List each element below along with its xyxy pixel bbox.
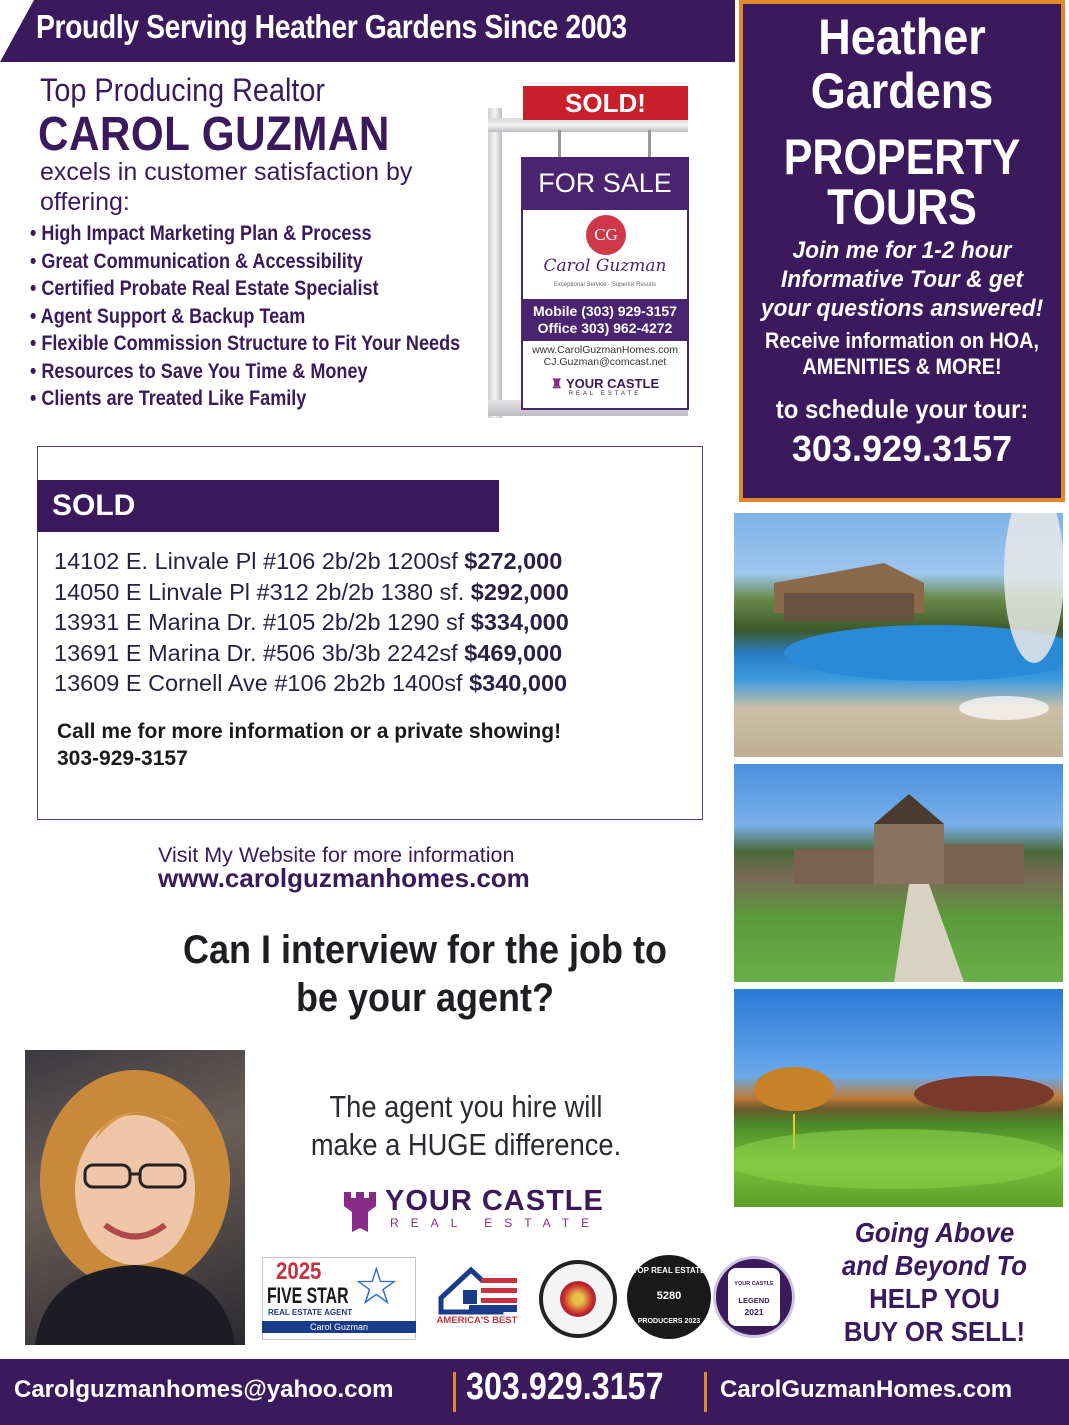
sign-post xyxy=(488,108,502,418)
sign-web: www.CarolGuzmanHomes.com xyxy=(532,344,678,356)
sign-email: CJ.Guzman@comcast.net xyxy=(543,356,667,368)
sold-listing xyxy=(54,579,569,610)
footer-divider xyxy=(704,1372,707,1412)
legend-brand: YOUR CASTLE xyxy=(734,1281,774,1287)
tours-receive-text: Receive information on HOA, AMENITIES & MORE! xyxy=(765,328,1039,379)
banner-text: Proudly Serving Heather Gardens Since 2003 xyxy=(36,8,627,45)
legend-year: 2021 xyxy=(744,1307,764,1317)
sold-call-phone[interactable]: 303-929-3157 xyxy=(57,747,188,770)
pool-illustration xyxy=(734,513,1063,757)
footer-phone-link[interactable]: 303.929.3157 xyxy=(466,1366,664,1408)
legend-word: LEGEND xyxy=(738,1296,770,1305)
tours-phone[interactable]: 303.929.3157 xyxy=(791,428,1013,469)
pool-photo xyxy=(734,513,1063,757)
golf-illustration xyxy=(734,989,1063,1207)
tours-heading-line2: Gardens xyxy=(810,63,994,119)
going-above-line3: HELP YOU xyxy=(869,1283,1000,1314)
sold-call xyxy=(57,718,561,772)
going-above-line2 xyxy=(822,1249,1047,1282)
listing-address: 14102 E. Linvale Pl #106 2b/2b 1200sf xyxy=(54,548,458,574)
going-above-line1-text: Going Above xyxy=(854,1217,1015,1248)
sold-listing xyxy=(54,640,569,671)
sign-phones xyxy=(521,299,689,341)
probate-crest-icon xyxy=(560,1281,596,1317)
service-item: • Flexible Commission Structure to Fit Your Needs xyxy=(30,332,460,360)
seal-5280-bot: PRODUCERS 2023 xyxy=(637,1318,701,1325)
listing-price: $272,000 xyxy=(464,548,563,574)
sold-header: SOLD xyxy=(37,480,499,532)
americas-best-label: AMERICA'S BEST xyxy=(436,1315,518,1326)
sign-office: Office 303) 962-4272 xyxy=(537,320,673,336)
listing-price: $292,000 xyxy=(470,578,569,605)
website-label: Visit My Website for more information xyxy=(158,843,515,867)
castle-icon: ♜ xyxy=(550,376,563,391)
listing-price: $334,000 xyxy=(470,609,569,635)
sold-listing xyxy=(54,609,569,640)
sign-script-name: Carol Guzman xyxy=(543,256,667,276)
going-above-line1 xyxy=(822,1216,1047,1249)
five-star-year: 2025 xyxy=(276,1258,322,1285)
sign-brand xyxy=(521,376,689,392)
service-item: • Agent Support & Backup Team xyxy=(30,305,460,333)
five-star-sub: REAL ESTATE AGENT xyxy=(268,1308,353,1317)
agent-tagline: The agent you hire will make a HUGE difference. xyxy=(310,1089,622,1162)
listing-address: 14050 E Linvale Pl #312 2b/2b 1380 sf. xyxy=(54,578,465,605)
services-list xyxy=(30,222,530,415)
sign-contact xyxy=(521,344,689,368)
sold-listing xyxy=(54,548,569,579)
five-star-name: Carol Guzman xyxy=(262,1321,416,1333)
sign-brand-name: YOUR CASTLE xyxy=(565,376,660,391)
tours-schedule-text: to schedule your tour: xyxy=(775,394,1029,424)
sign-chain xyxy=(648,130,651,158)
tours-join-text: Join me for 1-2 hour Informative Tour & get your questions answered! xyxy=(760,237,1044,322)
sign-chain xyxy=(558,130,561,158)
service-item: • Certified Probate Real Estate Specialist xyxy=(30,277,460,305)
portrait-illustration xyxy=(25,1050,245,1345)
listing-address: 13931 E Marina Dr. #105 2b/2b 1290 sf xyxy=(54,609,465,635)
going-above-line4: BUY OR SELL! xyxy=(843,1316,1026,1347)
golf-course-photo xyxy=(734,989,1063,1207)
service-item: • Clients are Treated Like Family xyxy=(30,387,460,415)
service-item: • High Impact Marketing Plan & Process xyxy=(30,222,460,250)
footer-website-link[interactable]: CarolGuzmanHomes.com xyxy=(720,1376,1013,1403)
sign-arm xyxy=(488,118,688,132)
five-star-title: FIVE STAR xyxy=(267,1283,349,1308)
sold-rider: SOLD! xyxy=(523,86,688,120)
sign-header: FOR SALE xyxy=(521,157,689,210)
interview-heading: Can I interview for the job to be your agent? xyxy=(182,928,668,1020)
listing-price: $340,000 xyxy=(469,670,568,696)
agent-portrait xyxy=(25,1050,245,1345)
listing-price: $469,000 xyxy=(464,639,563,666)
going-above-line2-text: and Beyond To xyxy=(841,1250,1028,1281)
castle-logo-icon xyxy=(342,1188,378,1234)
clubhouse-illustration xyxy=(734,764,1063,982)
sold-listing xyxy=(54,670,569,701)
footer-email-link[interactable]: Carolguzmanhomes@yahoo.com xyxy=(14,1376,394,1403)
banner-notch xyxy=(0,0,34,62)
realtor-title: Top Producing Realtor xyxy=(40,72,325,108)
sold-call-text: Call me for more information or a private showing! xyxy=(57,720,562,743)
sign-mobile: Mobile (303) 929-3157 xyxy=(533,303,677,319)
listing-address: 13691 E Marina Dr. #506 3b/3b 2242sf xyxy=(54,639,458,666)
footer-divider xyxy=(453,1372,456,1412)
listing-address: 13609 E Cornell Ave #106 2b2b 1400sf xyxy=(54,670,470,696)
americas-best-badge xyxy=(433,1262,521,1338)
cg-logo-icon: CG xyxy=(586,215,626,255)
service-item: • Resources to Save You Time & Money xyxy=(30,360,460,388)
service-item: • Great Communication & Accessibility xyxy=(30,250,460,278)
tours-heading-line1: Heather xyxy=(818,9,986,65)
star-icon: ☆ xyxy=(353,1258,400,1316)
website-link[interactable]: www.carolguzmanhomes.com xyxy=(158,863,530,893)
going-above-text xyxy=(822,1216,1047,1348)
tours-heading-line4: TOURS xyxy=(827,179,977,235)
clubhouse-photo xyxy=(734,764,1063,982)
sold-listings xyxy=(54,548,569,701)
seal-5280-top: TOP REAL ESTATE xyxy=(632,1266,706,1275)
tours-heading-line3: PROPERTY xyxy=(783,129,1021,185)
agent-name: CAROL GUZMAN xyxy=(38,108,390,161)
seal-5280-mid: 5280 xyxy=(656,1290,682,1302)
brand-name: YOUR CASTLE xyxy=(385,1185,604,1217)
excels-text: excels in customer satisfaction by offering: xyxy=(40,158,413,216)
sign-tagline: Exceptional Service · Superior Results xyxy=(553,282,657,288)
brand-sub: REAL ESTATE xyxy=(390,1216,602,1230)
sign-brand-sub: REAL ESTATE xyxy=(568,391,642,397)
